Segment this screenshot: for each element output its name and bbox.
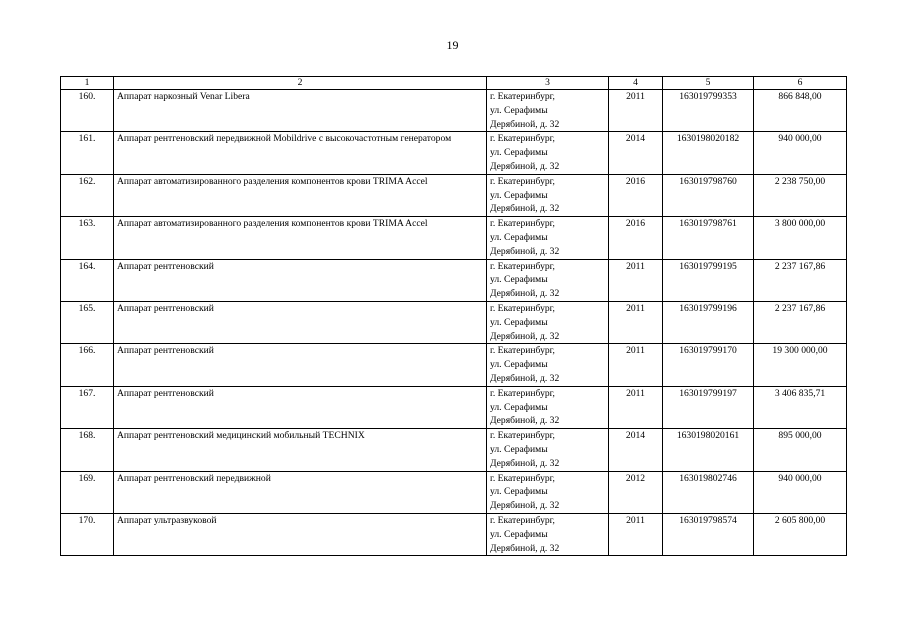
address-line: г. Екатеринбург, [490,91,555,102]
row-number-cell: 167. [61,386,114,428]
column-header: 3 [487,77,609,90]
address-line: ул. Серафимы [490,189,548,201]
address-line: г. Екатеринбург, [490,387,555,399]
cost-cell: 2 237 167,86 [754,259,847,301]
address-line: Дерябиной, д. 32 [490,457,560,469]
row-number-cell: 169. [61,471,114,513]
row-number-cell: 160. [61,90,114,132]
address-line: г. Екатеринбург, [490,345,555,357]
address-cell [487,259,609,301]
table-row [61,513,847,555]
cost-cell: 895 000,00 [754,429,847,471]
item-name-cell: Аппарат рентгеновский медицинский мобильный TECHNIX [114,429,487,471]
table-row [61,132,847,174]
address-cell [487,429,609,471]
year-cell: 2016 [609,217,663,259]
address-line: ул. Серафимы [490,443,548,455]
table-row [61,429,847,471]
year-cell: 2011 [609,386,663,428]
item-name-cell: Аппарат ультразвуковой [114,513,487,555]
address-line: г. Екатеринбург, [490,302,555,314]
cost-cell: 866 848,00 [754,90,847,132]
row-number-cell: 163. [61,217,114,259]
address-line: Дерябиной, д. 32 [490,415,560,427]
cost-cell: 2 605 800,00 [754,513,847,555]
table-row [61,259,847,301]
address-line: ул. Серафимы [490,528,548,540]
item-name-cell: Аппарат рентгеновский [114,386,487,428]
table-row [61,90,847,132]
inventory-number-cell: 163019799195 [663,259,754,301]
item-name-cell: Аппарат наркозный Venar Libera [114,90,487,132]
inventory-number-cell: 1630198020161 [663,429,754,471]
cost-cell: 19 300 000,00 [754,344,847,386]
year-cell: 2011 [609,344,663,386]
item-name-cell: Аппарат рентгеновский передвижной [114,471,487,513]
item-name-cell: Аппарат автоматизированного разделения компонентов крови TRIMA Accel [114,217,487,259]
table-row [61,174,847,216]
item-name-cell: Аппарат рентгеновский передвижной Mobildrive с высокочастотным генератором [114,132,487,174]
address-cell [487,90,609,132]
year-cell: 2011 [609,90,663,132]
table-row [61,386,847,428]
item-name-cell: Аппарат рентгеновский [114,301,487,343]
address-cell [487,174,609,216]
address-cell [487,301,609,343]
year-cell: 2016 [609,174,663,216]
column-header: 6 [754,77,847,90]
table-row [61,301,847,343]
item-name-cell: Аппарат автоматизированного разделения компонентов крови TRIMA Accel [114,174,487,216]
row-number-cell: 164. [61,259,114,301]
address-line: г. Екатеринбург, [490,175,555,187]
cost-cell: 2 238 750,00 [754,174,847,216]
address-cell [487,471,609,513]
table-row [61,344,847,386]
row-number-cell: 161. [61,132,114,174]
column-header: 4 [609,77,663,90]
address-line: ул. Серафимы [490,486,548,498]
table-row [61,471,847,513]
address-line: г. Екатеринбург, [490,472,555,484]
row-number-cell: 170. [61,513,114,555]
address-cell [487,217,609,259]
row-number-cell: 166. [61,344,114,386]
address-line: Дерябиной, д. 32 [490,542,560,554]
address-line: ул. Серафимы [490,401,548,413]
inventory-number-cell: 163019798761 [663,217,754,259]
address-line: Дерябиной, д. 32 [490,203,560,215]
address-line: г. Екатеринбург, [490,514,555,526]
address-cell [487,513,609,555]
cost-cell: 2 237 167,86 [754,301,847,343]
address-line: ул. Серафимы [490,104,548,116]
year-cell: 2011 [609,301,663,343]
asset-register-table [60,76,847,556]
address-line: Дерябиной, д. 32 [490,118,560,130]
address-line: Дерябиной, д. 32 [490,245,560,257]
address-cell [487,132,609,174]
page-number: 19 [446,38,459,52]
cost-cell: 3 406 835,71 [754,386,847,428]
address-line: г. Екатеринбург, [490,260,555,272]
address-line: г. Екатеринбург, [490,133,555,145]
inventory-number-cell: 163019798760 [663,174,754,216]
address-line: г. Екатеринбург, [490,430,555,442]
item-name-cell: Аппарат рентгеновский [114,259,487,301]
year-cell: 2011 [609,259,663,301]
address-line: ул. Серафимы [490,316,548,328]
year-cell: 2014 [609,429,663,471]
year-cell: 2014 [609,132,663,174]
inventory-number-cell: 163019799197 [663,386,754,428]
cost-cell: 940 000,00 [754,132,847,174]
address-line: Дерябиной, д. 32 [490,288,560,300]
year-cell: 2011 [609,513,663,555]
table-row [61,217,847,259]
address-line: ул. Серафимы [490,274,548,286]
address-line: Дерябиной, д. 32 [490,500,560,512]
column-header: 2 [114,77,487,90]
row-number-cell: 168. [61,429,114,471]
inventory-number-cell: 163019799196 [663,301,754,343]
address-line: ул. Серафимы [490,147,548,159]
address-cell [487,344,609,386]
inventory-number-cell: 163019799353 [663,90,754,132]
table-header-row [61,77,847,90]
cost-cell: 940 000,00 [754,471,847,513]
row-number-cell: 162. [61,174,114,216]
address-line: ул. Серафимы [490,231,548,243]
address-cell [487,386,609,428]
inventory-number-cell: 163019802746 [663,471,754,513]
column-header: 1 [61,77,114,90]
address-line: Дерябиной, д. 32 [490,330,560,342]
address-line: ул. Серафимы [490,359,548,371]
address-line: Дерябиной, д. 32 [490,372,560,384]
cost-cell: 3 800 000,00 [754,217,847,259]
inventory-number-cell: 1630198020182 [663,132,754,174]
inventory-number-cell: 163019798574 [663,513,754,555]
item-name-cell: Аппарат рентгеновский [114,344,487,386]
year-cell: 2012 [609,471,663,513]
column-header: 5 [663,77,754,90]
inventory-number-cell: 163019799170 [663,344,754,386]
address-line: Дерябиной, д. 32 [490,160,560,172]
row-number-cell: 165. [61,301,114,343]
address-line: г. Екатеринбург, [490,218,555,230]
